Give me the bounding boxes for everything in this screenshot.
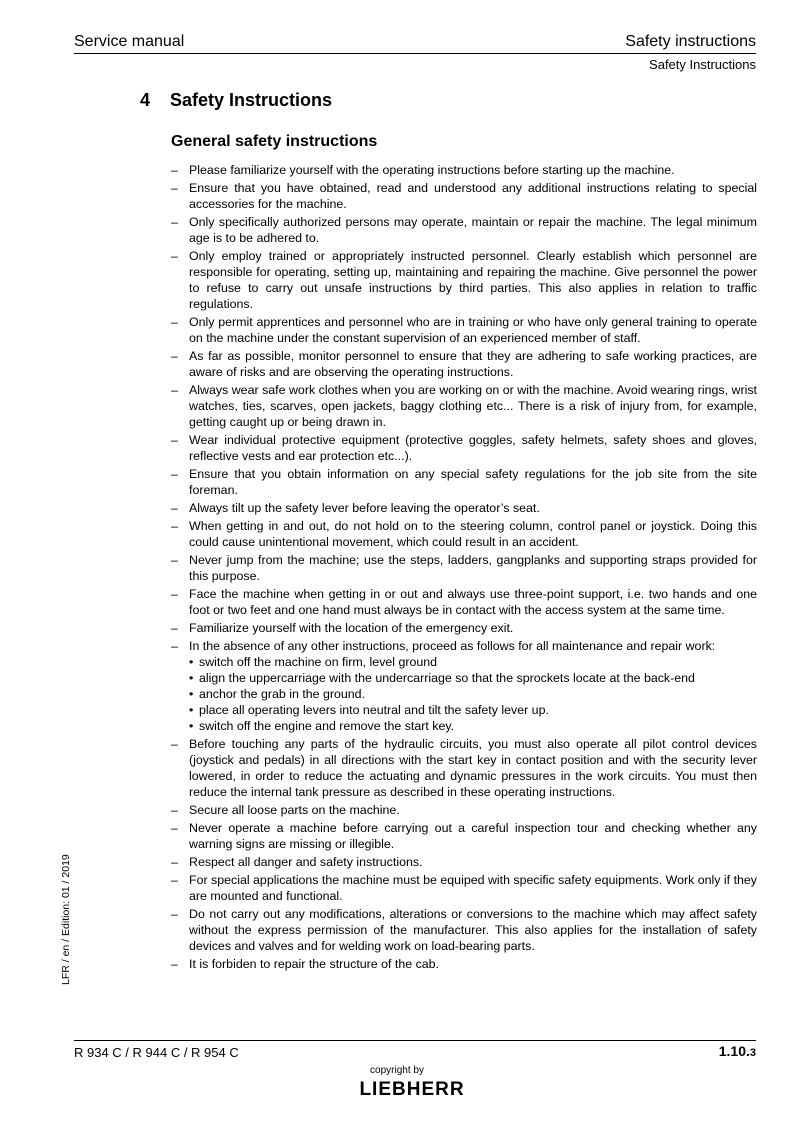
page-number-main: 1.10. bbox=[718, 1043, 750, 1059]
list-item-text: Do not carry out any modifications, alterations or conversions to the machine which may affect safety without the express permission of the manufacturer. This also applies for the installation of safety devices and valves and for welding work on load-bearing parts. bbox=[189, 907, 757, 953]
maintenance-steps-list bbox=[189, 654, 757, 734]
dash-marker: – bbox=[171, 433, 178, 447]
dash-marker: – bbox=[171, 181, 178, 195]
list-item bbox=[171, 382, 757, 430]
maintenance-step bbox=[189, 686, 757, 702]
bullet-marker: • bbox=[189, 719, 194, 733]
list-item-text: In the absence of any other instructions, proceed as follows for all maintenance and repair work: bbox=[189, 639, 716, 653]
dash-marker: – bbox=[171, 587, 178, 601]
dash-marker: – bbox=[171, 737, 178, 751]
list-item bbox=[171, 162, 757, 178]
maintenance-step bbox=[189, 654, 757, 670]
dash-marker: – bbox=[171, 821, 178, 835]
page-number bbox=[719, 1043, 756, 1059]
maintenance-step-text: place all operating levers into neutral and tilt the safety lever up. bbox=[199, 703, 549, 717]
dash-marker: – bbox=[171, 163, 178, 177]
liebherr-logo-text: LIEBHERR bbox=[359, 1079, 465, 1099]
safety-instructions-list bbox=[171, 162, 757, 974]
dash-marker: – bbox=[171, 855, 178, 869]
section-heading: General safety instructions bbox=[171, 133, 378, 150]
list-item-text: Before touching any parts of the hydraulic circuits, you must also operate all pilot control devices (joystick and pedals) in all directions with the start key in contact position and with the security lever lowered, in order to reduce the actuating and dynamic pressures in the work circuits. You must then reduce the internal tank pressure as described in these operating instructions. bbox=[189, 737, 757, 799]
list-item-text: When getting in and out, do not hold on to the steering column, control panel or joystick. Doing this could cause unintentional movement, which could result in an accident. bbox=[189, 519, 757, 549]
footer-divider bbox=[74, 1040, 756, 1041]
chapter-title: Safety Instructions bbox=[170, 90, 333, 110]
maintenance-step-text: switch off the engine and remove the start key. bbox=[199, 719, 455, 733]
list-item bbox=[171, 518, 757, 550]
list-item-text: Ensure that you obtain information on any special safety regulations for the job site from the site foreman. bbox=[189, 467, 757, 497]
maintenance-step bbox=[189, 670, 757, 686]
dash-marker: – bbox=[171, 639, 178, 653]
maintenance-step bbox=[189, 718, 757, 734]
maintenance-step-text: anchor the grab in the ground. bbox=[199, 687, 366, 701]
list-item bbox=[171, 872, 757, 904]
list-item bbox=[171, 956, 757, 972]
dash-marker: – bbox=[171, 519, 178, 533]
dash-marker: – bbox=[171, 907, 178, 921]
list-item bbox=[171, 552, 757, 584]
maintenance-step-text: switch off the machine on firm, level ground bbox=[199, 655, 438, 669]
list-item bbox=[171, 736, 757, 800]
dash-marker: – bbox=[171, 315, 178, 329]
dash-marker: – bbox=[171, 873, 178, 887]
bullet-marker: • bbox=[189, 703, 194, 717]
dash-marker: – bbox=[171, 553, 178, 567]
list-item bbox=[171, 466, 757, 498]
list-item bbox=[171, 906, 757, 954]
page-number-sub: 3 bbox=[749, 1047, 756, 1059]
list-item bbox=[171, 820, 757, 852]
list-item bbox=[171, 314, 757, 346]
list-item-text: Always wear safe work clothes when you are working on or with the machine. Avoid wearing rings, wrist watches, ties, scarves, open jackets, baggy clothing etc... There is a risk of injury from, for example, getting caught up or being drawn in. bbox=[189, 383, 757, 429]
dash-marker: – bbox=[171, 383, 178, 397]
list-item-text: Wear individual protective equipment (protective goggles, safety helmets, safety shoes and gloves, reflective vests and ear protection etc...). bbox=[189, 433, 757, 463]
list-item-text: Please familiarize yourself with the operating instructions before starting up the machine. bbox=[189, 163, 675, 177]
list-item-text: As far as possible, monitor personnel to ensure that they are adhering to safe working practices, are aware of risks and are observing the operating instructions. bbox=[189, 349, 757, 379]
dash-marker: – bbox=[171, 215, 178, 229]
list-item bbox=[171, 586, 757, 618]
list-item bbox=[171, 620, 757, 636]
list-item bbox=[171, 214, 757, 246]
list-item-text: Respect all danger and safety instructions. bbox=[189, 855, 423, 869]
list-item-text: For special applications the machine must be equiped with specific safety equipments. Work only if they are mounted and functional. bbox=[189, 873, 757, 903]
dash-marker: – bbox=[171, 803, 178, 817]
list-item-text: Secure all loose parts on the machine. bbox=[189, 803, 400, 817]
list-item-text: Only permit apprentices and personnel who are in training or who have only general training to operate on the machine under the constant supervision of an experienced member of staff. bbox=[189, 315, 757, 345]
bullet-marker: • bbox=[189, 687, 194, 701]
liebherr-logo bbox=[345, 1077, 479, 1099]
chapter-number: 4 bbox=[140, 90, 151, 110]
edition-note: LFR / en / Edition: 01 / 2019 bbox=[60, 854, 72, 985]
list-item bbox=[171, 854, 757, 870]
list-item-text: Only specifically authorized persons may operate, maintain or repair the machine. The legal minimum age is to be adhered to. bbox=[189, 215, 757, 245]
header-manual-title: Service manual bbox=[74, 33, 185, 50]
list-item-maintenance bbox=[171, 638, 757, 734]
maintenance-step bbox=[189, 702, 757, 718]
copyright-text: copyright by bbox=[370, 1065, 424, 1076]
list-item bbox=[171, 432, 757, 464]
dash-marker: – bbox=[171, 621, 178, 635]
list-item-text: Face the machine when getting in or out and always use three-point support, i.e. two hands and one foot or two feet and one hand must always be in contact with the access system at the same time. bbox=[189, 587, 757, 617]
chapter-heading bbox=[140, 90, 332, 111]
bullet-marker: • bbox=[189, 671, 194, 685]
maintenance-step-text: align the uppercarriage with the undercarriage so that the sprockets locate at the back-end bbox=[199, 671, 695, 685]
list-item bbox=[171, 248, 757, 312]
list-item bbox=[171, 500, 757, 516]
list-item-text: Always tilt up the safety lever before leaving the operator’s seat. bbox=[189, 501, 540, 515]
header-divider bbox=[74, 53, 756, 54]
list-item bbox=[171, 180, 757, 212]
dash-marker: – bbox=[171, 349, 178, 363]
header-section-title: Safety instructions bbox=[625, 33, 756, 50]
dash-marker: – bbox=[171, 957, 178, 971]
list-item-text: Never jump from the machine; use the steps, ladders, gangplanks and supporting straps provided for this purpose. bbox=[189, 553, 757, 583]
dash-marker: – bbox=[171, 467, 178, 481]
list-item-text: Ensure that you have obtained, read and understood any additional instructions relating to special accessories for the machine. bbox=[189, 181, 757, 211]
list-item-text: Familiarize yourself with the location of the emergency exit. bbox=[189, 621, 514, 635]
header-subtitle: Safety Instructions bbox=[649, 57, 756, 72]
list-item bbox=[171, 802, 757, 818]
dash-marker: – bbox=[171, 249, 178, 263]
list-item-text: It is forbiden to repair the structure of the cab. bbox=[189, 957, 440, 971]
list-item-text: Only employ trained or appropriately instructed personnel. Clearly establish which personnel are responsible for operating, setting up, maintaining and repairing the machine. Give personnel the power to refuse to carry out unsafe instructions by third parties. This also applies in relation to traffic regulations. bbox=[189, 249, 757, 311]
list-item bbox=[171, 348, 757, 380]
list-item-text: Never operate a machine before carrying out a careful inspection tour and checking whether any warning signs are missing or illegible. bbox=[189, 821, 757, 851]
bullet-marker: • bbox=[189, 655, 194, 669]
footer-models: R 934 C / R 944 C / R 954 C bbox=[74, 1045, 239, 1060]
dash-marker: – bbox=[171, 501, 178, 515]
